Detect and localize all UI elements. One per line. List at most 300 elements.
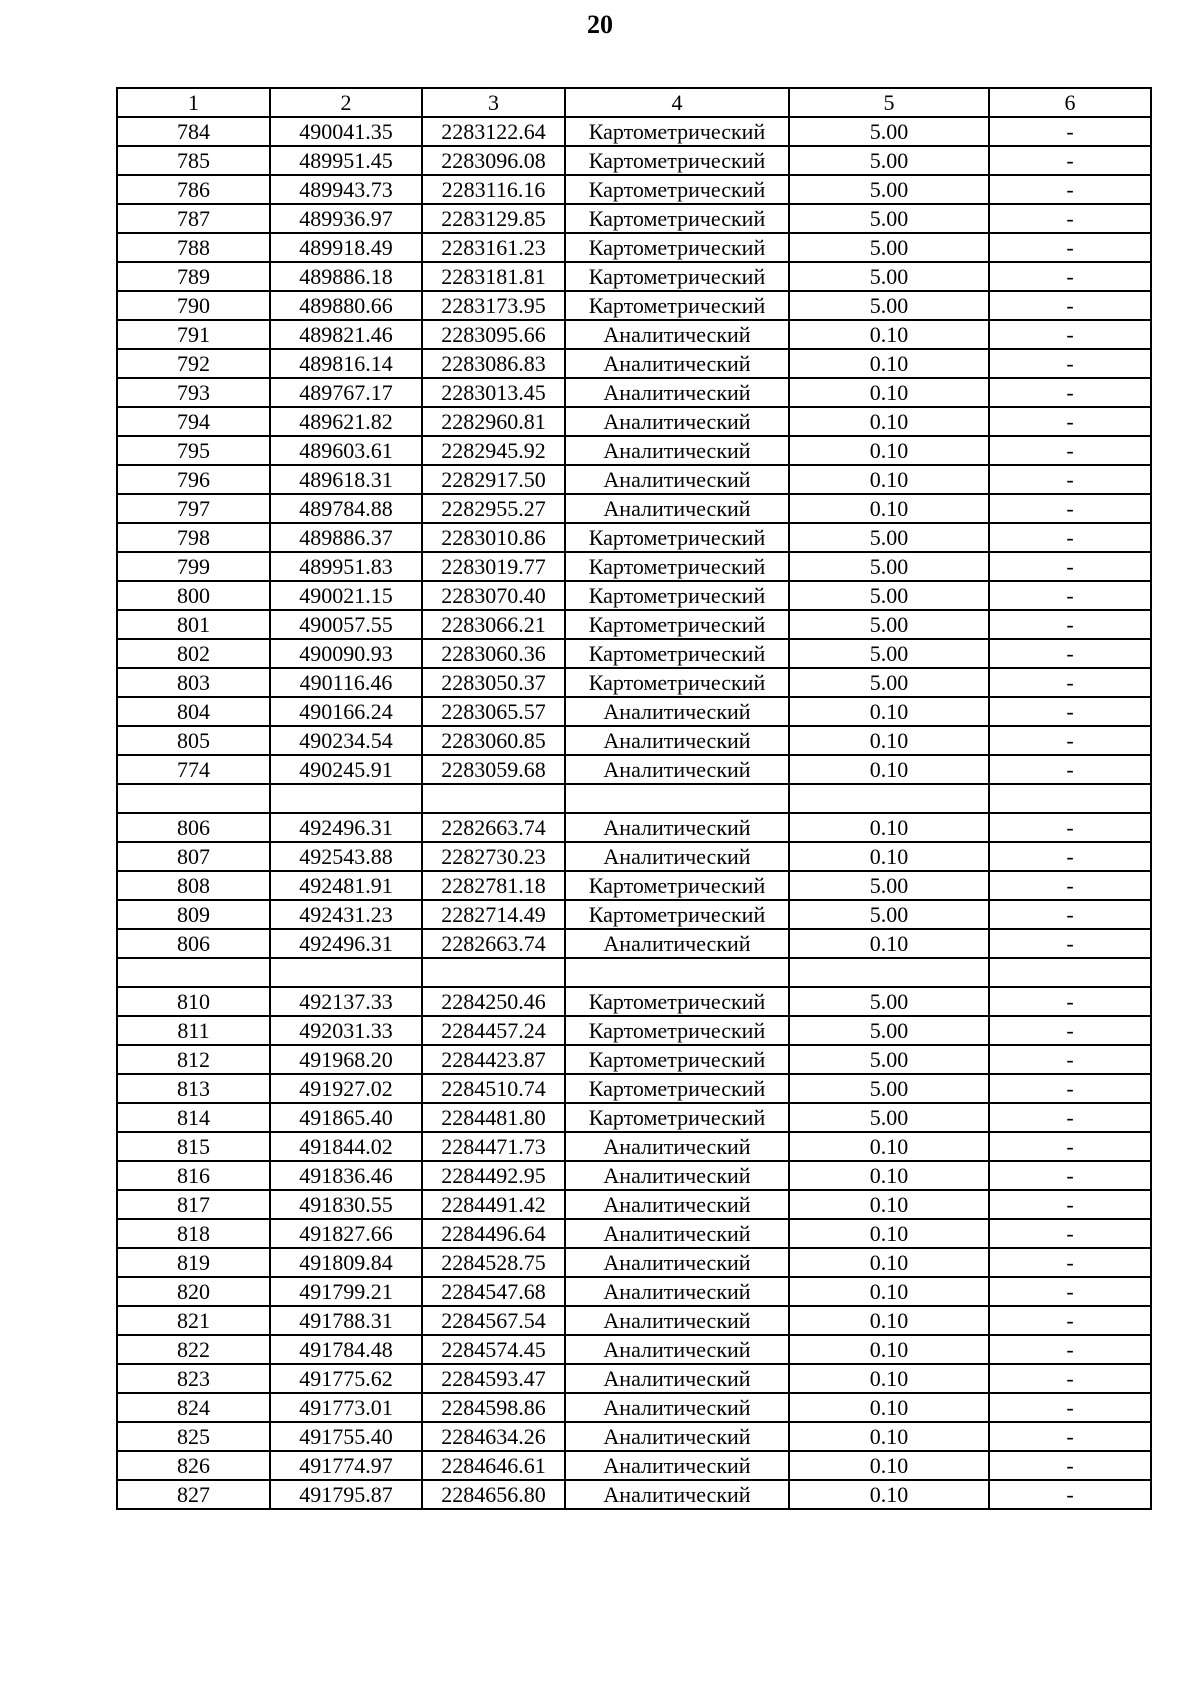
point-number-cell: 803 — [117, 668, 270, 697]
method-cell — [565, 958, 789, 987]
point-number-cell: 809 — [117, 900, 270, 929]
x-coordinate-cell: 490245.91 — [270, 755, 422, 784]
note-cell: - — [989, 1219, 1151, 1248]
table-row — [117, 1422, 1151, 1451]
point-number-cell: 827 — [117, 1480, 270, 1509]
method-cell: Аналитический — [565, 842, 789, 871]
table-row — [117, 610, 1151, 639]
y-coordinate-cell: 2283086.83 — [422, 349, 565, 378]
method-cell: Картометрический — [565, 1103, 789, 1132]
method-cell: Картометрический — [565, 291, 789, 320]
table-row — [117, 1103, 1151, 1132]
accuracy-cell: 0.10 — [789, 1161, 989, 1190]
table-row — [117, 1219, 1151, 1248]
accuracy-cell: 0.10 — [789, 1132, 989, 1161]
x-coordinate-cell: 489816.14 — [270, 349, 422, 378]
y-coordinate-cell: 2282714.49 — [422, 900, 565, 929]
y-coordinate-cell: 2284510.74 — [422, 1074, 565, 1103]
point-number-cell: 800 — [117, 581, 270, 610]
y-coordinate-cell: 2283066.21 — [422, 610, 565, 639]
point-number-cell: 816 — [117, 1161, 270, 1190]
x-coordinate-cell: 490116.46 — [270, 668, 422, 697]
x-coordinate-cell: 489784.88 — [270, 494, 422, 523]
point-number-cell: 811 — [117, 1016, 270, 1045]
y-coordinate-cell: 2282960.81 — [422, 407, 565, 436]
note-cell: - — [989, 813, 1151, 842]
note-cell: - — [989, 1248, 1151, 1277]
table-row — [117, 639, 1151, 668]
method-cell: Аналитический — [565, 407, 789, 436]
note-cell — [989, 784, 1151, 813]
accuracy-cell: 0.10 — [789, 1190, 989, 1219]
table-row — [117, 1364, 1151, 1393]
y-coordinate-cell: 2283096.08 — [422, 146, 565, 175]
point-number-cell: 812 — [117, 1045, 270, 1074]
y-coordinate-cell: 2284423.87 — [422, 1045, 565, 1074]
x-coordinate-cell: 492031.33 — [270, 1016, 422, 1045]
note-cell: - — [989, 1190, 1151, 1219]
accuracy-cell: 5.00 — [789, 987, 989, 1016]
table-row — [117, 117, 1151, 146]
method-cell: Аналитический — [565, 1393, 789, 1422]
y-coordinate-cell: 2283010.86 — [422, 523, 565, 552]
x-coordinate-cell — [270, 958, 422, 987]
table-row — [117, 726, 1151, 755]
note-cell — [989, 958, 1151, 987]
table-row — [117, 842, 1151, 871]
table-row — [117, 1306, 1151, 1335]
y-coordinate-cell: 2283060.85 — [422, 726, 565, 755]
table-row — [117, 378, 1151, 407]
y-coordinate-cell: 2283065.57 — [422, 697, 565, 726]
y-coordinate-cell: 2283095.66 — [422, 320, 565, 349]
note-cell: - — [989, 1016, 1151, 1045]
point-number-cell — [117, 958, 270, 987]
accuracy-cell — [789, 784, 989, 813]
point-number-cell: 810 — [117, 987, 270, 1016]
accuracy-cell: 0.10 — [789, 1248, 989, 1277]
column-header: 5 — [789, 88, 989, 117]
table-separator-row — [117, 784, 1151, 813]
x-coordinate-cell: 489886.18 — [270, 262, 422, 291]
note-cell: - — [989, 1364, 1151, 1393]
accuracy-cell: 0.10 — [789, 494, 989, 523]
y-coordinate-cell: 2282730.23 — [422, 842, 565, 871]
method-cell: Картометрический — [565, 233, 789, 262]
x-coordinate-cell: 492496.31 — [270, 813, 422, 842]
x-coordinate-cell: 491788.31 — [270, 1306, 422, 1335]
method-cell: Аналитический — [565, 1480, 789, 1509]
method-cell: Картометрический — [565, 668, 789, 697]
table-header-row — [117, 88, 1151, 117]
note-cell: - — [989, 755, 1151, 784]
x-coordinate-cell: 491755.40 — [270, 1422, 422, 1451]
note-cell: - — [989, 262, 1151, 291]
y-coordinate-cell: 2282663.74 — [422, 929, 565, 958]
method-cell: Аналитический — [565, 1277, 789, 1306]
x-coordinate-cell: 491773.01 — [270, 1393, 422, 1422]
y-coordinate-cell: 2283173.95 — [422, 291, 565, 320]
point-number-cell: 824 — [117, 1393, 270, 1422]
x-coordinate-cell: 491799.21 — [270, 1277, 422, 1306]
x-coordinate-cell: 490166.24 — [270, 697, 422, 726]
note-cell: - — [989, 610, 1151, 639]
accuracy-cell: 5.00 — [789, 1103, 989, 1132]
point-number-cell: 825 — [117, 1422, 270, 1451]
point-number-cell: 801 — [117, 610, 270, 639]
point-number-cell: 797 — [117, 494, 270, 523]
accuracy-cell: 5.00 — [789, 204, 989, 233]
x-coordinate-cell: 491827.66 — [270, 1219, 422, 1248]
y-coordinate-cell: 2284547.68 — [422, 1277, 565, 1306]
note-cell: - — [989, 1045, 1151, 1074]
accuracy-cell: 0.10 — [789, 813, 989, 842]
table-row — [117, 320, 1151, 349]
y-coordinate-cell — [422, 958, 565, 987]
y-coordinate-cell: 2283129.85 — [422, 204, 565, 233]
note-cell: - — [989, 233, 1151, 262]
table-row — [117, 146, 1151, 175]
method-cell: Картометрический — [565, 262, 789, 291]
table-row — [117, 871, 1151, 900]
method-cell: Картометрический — [565, 1045, 789, 1074]
y-coordinate-cell: 2282917.50 — [422, 465, 565, 494]
point-number-cell: 794 — [117, 407, 270, 436]
y-coordinate-cell: 2282663.74 — [422, 813, 565, 842]
method-cell: Картометрический — [565, 552, 789, 581]
y-coordinate-cell: 2284496.64 — [422, 1219, 565, 1248]
table-row — [117, 929, 1151, 958]
note-cell: - — [989, 900, 1151, 929]
method-cell: Аналитический — [565, 813, 789, 842]
table-row — [117, 1277, 1151, 1306]
accuracy-cell: 5.00 — [789, 581, 989, 610]
accuracy-cell: 5.00 — [789, 1045, 989, 1074]
x-coordinate-cell: 489943.73 — [270, 175, 422, 204]
accuracy-cell: 0.10 — [789, 697, 989, 726]
accuracy-cell: 5.00 — [789, 1016, 989, 1045]
method-cell: Аналитический — [565, 1422, 789, 1451]
page-number: 20 — [587, 10, 613, 39]
accuracy-cell: 0.10 — [789, 842, 989, 871]
y-coordinate-cell: 2283122.64 — [422, 117, 565, 146]
point-number-cell: 784 — [117, 117, 270, 146]
y-coordinate-cell: 2284492.95 — [422, 1161, 565, 1190]
accuracy-cell: 0.10 — [789, 1364, 989, 1393]
point-number-cell: 826 — [117, 1451, 270, 1480]
accuracy-cell: 0.10 — [789, 1393, 989, 1422]
accuracy-cell: 0.10 — [789, 1306, 989, 1335]
point-number-cell: 785 — [117, 146, 270, 175]
method-cell: Аналитический — [565, 929, 789, 958]
note-cell: - — [989, 871, 1151, 900]
x-coordinate-cell: 490041.35 — [270, 117, 422, 146]
accuracy-cell: 0.10 — [789, 726, 989, 755]
x-coordinate-cell: 489918.49 — [270, 233, 422, 262]
x-coordinate-cell: 491830.55 — [270, 1190, 422, 1219]
note-cell: - — [989, 407, 1151, 436]
column-header: 6 — [989, 88, 1151, 117]
point-number-cell: 813 — [117, 1074, 270, 1103]
table-row — [117, 581, 1151, 610]
method-cell — [565, 784, 789, 813]
accuracy-cell: 0.10 — [789, 1451, 989, 1480]
x-coordinate-cell: 489951.83 — [270, 552, 422, 581]
point-number-cell: 820 — [117, 1277, 270, 1306]
point-number-cell: 799 — [117, 552, 270, 581]
method-cell: Аналитический — [565, 378, 789, 407]
table-row — [117, 1161, 1151, 1190]
x-coordinate-cell: 492137.33 — [270, 987, 422, 1016]
point-number-cell: 790 — [117, 291, 270, 320]
accuracy-cell: 5.00 — [789, 291, 989, 320]
x-coordinate-cell: 491775.62 — [270, 1364, 422, 1393]
x-coordinate-cell: 491927.02 — [270, 1074, 422, 1103]
method-cell: Картометрический — [565, 639, 789, 668]
table-row — [117, 697, 1151, 726]
point-number-cell: 814 — [117, 1103, 270, 1132]
table-row — [117, 175, 1151, 204]
column-header: 1 — [117, 88, 270, 117]
method-cell: Аналитический — [565, 349, 789, 378]
note-cell: - — [989, 1306, 1151, 1335]
method-cell: Картометрический — [565, 204, 789, 233]
point-number-cell: 823 — [117, 1364, 270, 1393]
table-row — [117, 900, 1151, 929]
table-row — [117, 233, 1151, 262]
accuracy-cell: 5.00 — [789, 900, 989, 929]
method-cell: Картометрический — [565, 871, 789, 900]
accuracy-cell: 5.00 — [789, 523, 989, 552]
method-cell: Аналитический — [565, 697, 789, 726]
y-coordinate-cell: 2283013.45 — [422, 378, 565, 407]
method-cell: Аналитический — [565, 1248, 789, 1277]
x-coordinate-cell: 489621.82 — [270, 407, 422, 436]
note-cell: - — [989, 929, 1151, 958]
note-cell: - — [989, 987, 1151, 1016]
method-cell: Картометрический — [565, 117, 789, 146]
y-coordinate-cell: 2284481.80 — [422, 1103, 565, 1132]
accuracy-cell: 5.00 — [789, 610, 989, 639]
y-coordinate-cell: 2284491.42 — [422, 1190, 565, 1219]
point-number-cell: 805 — [117, 726, 270, 755]
table-row — [117, 523, 1151, 552]
x-coordinate-cell: 491968.20 — [270, 1045, 422, 1074]
x-coordinate-cell: 489880.66 — [270, 291, 422, 320]
point-number-cell: 802 — [117, 639, 270, 668]
y-coordinate-cell: 2284574.45 — [422, 1335, 565, 1364]
x-coordinate-cell: 489603.61 — [270, 436, 422, 465]
note-cell: - — [989, 581, 1151, 610]
note-cell: - — [989, 1393, 1151, 1422]
x-coordinate-cell: 492496.31 — [270, 929, 422, 958]
x-coordinate-cell: 489767.17 — [270, 378, 422, 407]
table-row — [117, 1132, 1151, 1161]
accuracy-cell: 0.10 — [789, 349, 989, 378]
y-coordinate-cell: 2284593.47 — [422, 1364, 565, 1393]
point-number-cell: 817 — [117, 1190, 270, 1219]
accuracy-cell: 0.10 — [789, 929, 989, 958]
method-cell: Аналитический — [565, 1132, 789, 1161]
accuracy-cell: 0.10 — [789, 436, 989, 465]
method-cell: Картометрический — [565, 610, 789, 639]
point-number-cell: 798 — [117, 523, 270, 552]
x-coordinate-cell — [270, 784, 422, 813]
method-cell: Аналитический — [565, 1306, 789, 1335]
note-cell: - — [989, 1161, 1151, 1190]
accuracy-cell: 5.00 — [789, 117, 989, 146]
y-coordinate-cell: 2282781.18 — [422, 871, 565, 900]
point-number-cell: 806 — [117, 813, 270, 842]
note-cell: - — [989, 726, 1151, 755]
y-coordinate-cell: 2284457.24 — [422, 1016, 565, 1045]
point-number-cell: 806 — [117, 929, 270, 958]
x-coordinate-cell: 491844.02 — [270, 1132, 422, 1161]
point-number-cell: 786 — [117, 175, 270, 204]
y-coordinate-cell: 2283050.37 — [422, 668, 565, 697]
x-coordinate-cell: 492543.88 — [270, 842, 422, 871]
point-number-cell: 788 — [117, 233, 270, 262]
accuracy-cell: 5.00 — [789, 146, 989, 175]
x-coordinate-cell: 489821.46 — [270, 320, 422, 349]
note-cell: - — [989, 1103, 1151, 1132]
accuracy-cell — [789, 958, 989, 987]
method-cell: Картометрический — [565, 1016, 789, 1045]
y-coordinate-cell: 2284471.73 — [422, 1132, 565, 1161]
table-row — [117, 349, 1151, 378]
method-cell: Аналитический — [565, 755, 789, 784]
table-row — [117, 436, 1151, 465]
y-coordinate-cell: 2283181.81 — [422, 262, 565, 291]
method-cell: Аналитический — [565, 1219, 789, 1248]
y-coordinate-cell: 2284634.26 — [422, 1422, 565, 1451]
accuracy-cell: 5.00 — [789, 871, 989, 900]
y-coordinate-cell: 2283070.40 — [422, 581, 565, 610]
note-cell: - — [989, 175, 1151, 204]
x-coordinate-cell: 490090.93 — [270, 639, 422, 668]
note-cell: - — [989, 1422, 1151, 1451]
note-cell: - — [989, 465, 1151, 494]
point-number-cell: 808 — [117, 871, 270, 900]
table-row — [117, 262, 1151, 291]
table-row — [117, 1190, 1151, 1219]
point-number-cell: 795 — [117, 436, 270, 465]
method-cell: Аналитический — [565, 726, 789, 755]
method-cell: Аналитический — [565, 1161, 789, 1190]
note-cell: - — [989, 349, 1151, 378]
note-cell: - — [989, 842, 1151, 871]
note-cell: - — [989, 204, 1151, 233]
accuracy-cell: 5.00 — [789, 552, 989, 581]
note-cell: - — [989, 523, 1151, 552]
method-cell: Картометрический — [565, 900, 789, 929]
accuracy-cell: 5.00 — [789, 175, 989, 204]
method-cell: Аналитический — [565, 320, 789, 349]
method-cell: Картометрический — [565, 987, 789, 1016]
accuracy-cell: 5.00 — [789, 262, 989, 291]
x-coordinate-cell: 489886.37 — [270, 523, 422, 552]
x-coordinate-cell: 490057.55 — [270, 610, 422, 639]
table-row — [117, 1016, 1151, 1045]
accuracy-cell: 0.10 — [789, 320, 989, 349]
point-number-cell: 819 — [117, 1248, 270, 1277]
x-coordinate-cell: 490021.15 — [270, 581, 422, 610]
y-coordinate-cell: 2284656.80 — [422, 1480, 565, 1509]
point-number-cell: 796 — [117, 465, 270, 494]
accuracy-cell: 5.00 — [789, 668, 989, 697]
x-coordinate-cell: 490234.54 — [270, 726, 422, 755]
table-row — [117, 1045, 1151, 1074]
table-row — [117, 1335, 1151, 1364]
table-separator-row — [117, 958, 1151, 987]
accuracy-cell: 0.10 — [789, 407, 989, 436]
y-coordinate-cell: 2282955.27 — [422, 494, 565, 523]
method-cell: Аналитический — [565, 1335, 789, 1364]
method-cell: Аналитический — [565, 1451, 789, 1480]
accuracy-cell: 0.10 — [789, 378, 989, 407]
column-header: 2 — [270, 88, 422, 117]
y-coordinate-cell: 2283059.68 — [422, 755, 565, 784]
table-row — [117, 1248, 1151, 1277]
column-header: 4 — [565, 88, 789, 117]
table-row — [117, 1480, 1151, 1509]
y-coordinate-cell: 2284567.54 — [422, 1306, 565, 1335]
x-coordinate-cell: 491836.46 — [270, 1161, 422, 1190]
x-coordinate-cell: 491809.84 — [270, 1248, 422, 1277]
table-row — [117, 1393, 1151, 1422]
accuracy-cell: 0.10 — [789, 1219, 989, 1248]
y-coordinate-cell: 2284646.61 — [422, 1451, 565, 1480]
note-cell: - — [989, 639, 1151, 668]
x-coordinate-cell: 489618.31 — [270, 465, 422, 494]
table-body — [117, 117, 1151, 1509]
y-coordinate-cell — [422, 784, 565, 813]
note-cell: - — [989, 291, 1151, 320]
accuracy-cell: 0.10 — [789, 1277, 989, 1306]
y-coordinate-cell: 2284528.75 — [422, 1248, 565, 1277]
y-coordinate-cell: 2283019.77 — [422, 552, 565, 581]
y-coordinate-cell: 2283161.23 — [422, 233, 565, 262]
table-row — [117, 465, 1151, 494]
method-cell: Аналитический — [565, 465, 789, 494]
method-cell: Картометрический — [565, 175, 789, 204]
coordinates-table — [116, 87, 1152, 1510]
method-cell: Аналитический — [565, 1190, 789, 1219]
note-cell: - — [989, 1335, 1151, 1364]
note-cell: - — [989, 1277, 1151, 1306]
accuracy-cell: 0.10 — [789, 1480, 989, 1509]
y-coordinate-cell: 2284598.86 — [422, 1393, 565, 1422]
note-cell: - — [989, 697, 1151, 726]
x-coordinate-cell: 489951.45 — [270, 146, 422, 175]
accuracy-cell: 0.10 — [789, 755, 989, 784]
note-cell: - — [989, 1074, 1151, 1103]
table-row — [117, 755, 1151, 784]
x-coordinate-cell: 492431.23 — [270, 900, 422, 929]
table-row — [117, 1074, 1151, 1103]
point-number-cell: 815 — [117, 1132, 270, 1161]
point-number-cell: 793 — [117, 378, 270, 407]
note-cell: - — [989, 146, 1151, 175]
x-coordinate-cell: 492481.91 — [270, 871, 422, 900]
point-number-cell: 789 — [117, 262, 270, 291]
method-cell: Картометрический — [565, 146, 789, 175]
note-cell: - — [989, 668, 1151, 697]
point-number-cell: 792 — [117, 349, 270, 378]
note-cell: - — [989, 552, 1151, 581]
y-coordinate-cell: 2283116.16 — [422, 175, 565, 204]
y-coordinate-cell: 2284250.46 — [422, 987, 565, 1016]
